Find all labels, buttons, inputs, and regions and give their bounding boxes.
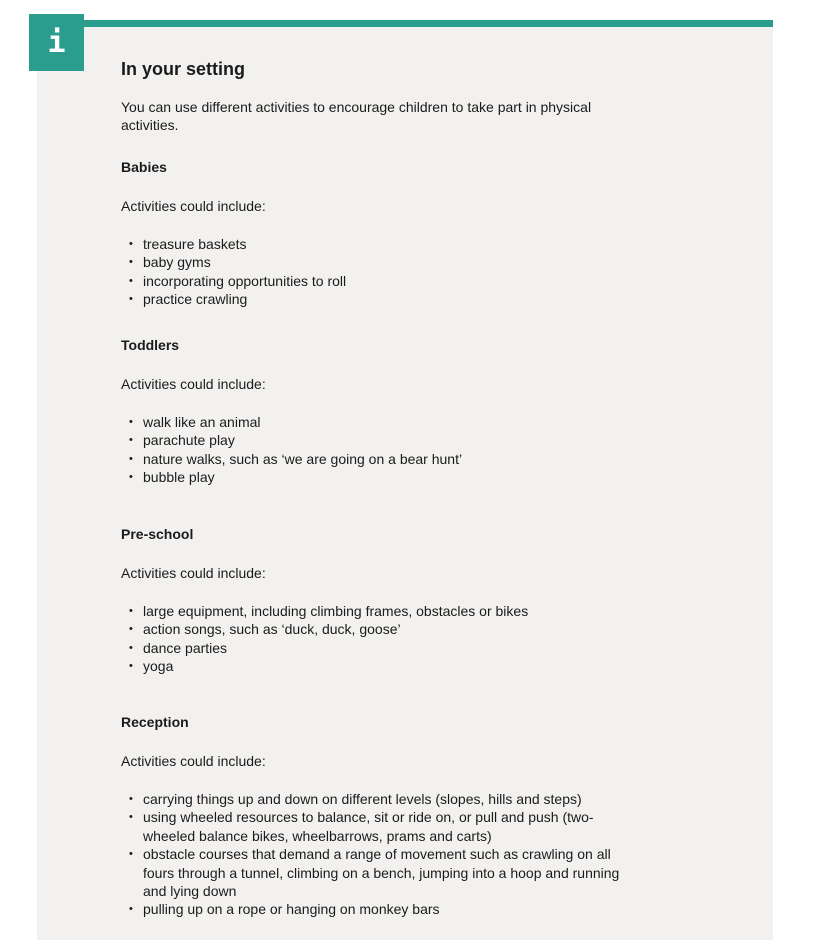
section-lead: Activities could include: <box>121 376 266 392</box>
info-icon <box>29 14 84 71</box>
section-heading: Toddlers <box>121 337 180 353</box>
section-toddlers <box>121 336 641 487</box>
section-pre-school <box>121 525 641 676</box>
activity-list <box>121 235 641 309</box>
activity-list <box>121 602 641 676</box>
section-reception <box>121 713 641 919</box>
intro-text: You can use different activities to encourage children to take part in physical activities. <box>121 99 592 133</box>
info-glyph: i <box>47 25 66 60</box>
section-lead: Activities could include: <box>121 753 266 769</box>
panel-top-border <box>37 20 773 27</box>
list-item: • parachute play <box>121 431 641 449</box>
list-item: • using wheeled resources to balance, sit or ride on, or pull and push (two-wheeled balance bikes, wheelbarrows, prams and carts) <box>121 808 621 845</box>
list-item: • bubble play <box>121 468 641 486</box>
list-item: • walk like an animal <box>121 413 641 431</box>
list-item: • practice crawling <box>121 290 641 308</box>
list-item: • action songs, such as ‘duck, duck, goose’ <box>121 620 641 638</box>
section-lead: Activities could include: <box>121 565 266 581</box>
list-item: • obstacle courses that demand a range of movement such as crawling on all fours through a tunnel, climbing on a bench, jumping into a hoop and running and lying down <box>121 845 621 900</box>
list-item: • yoga <box>121 657 641 675</box>
list-item: • carrying things up and down on different levels (slopes, hills and steps) <box>121 790 621 808</box>
panel-title: In your setting <box>121 59 246 79</box>
list-item: • pulling up on a rope or hanging on monkey bars <box>121 900 621 918</box>
panel-content <box>121 58 641 918</box>
section-lead: Activities could include: <box>121 198 266 214</box>
activity-list <box>121 413 641 487</box>
list-item: • baby gyms <box>121 253 641 271</box>
list-item: • nature walks, such as ‘we are going on a bear hunt’ <box>121 450 641 468</box>
list-item: • incorporating opportunities to roll <box>121 272 641 290</box>
section-babies <box>121 158 641 309</box>
section-heading: Pre-school <box>121 526 194 542</box>
list-item: • treasure baskets <box>121 235 641 253</box>
list-item: • dance parties <box>121 639 641 657</box>
list-item: • large equipment, including climbing frames, obstacles or bikes <box>121 602 641 620</box>
section-heading: Reception <box>121 714 189 730</box>
section-heading: Babies <box>121 159 167 175</box>
activity-list <box>121 790 621 919</box>
